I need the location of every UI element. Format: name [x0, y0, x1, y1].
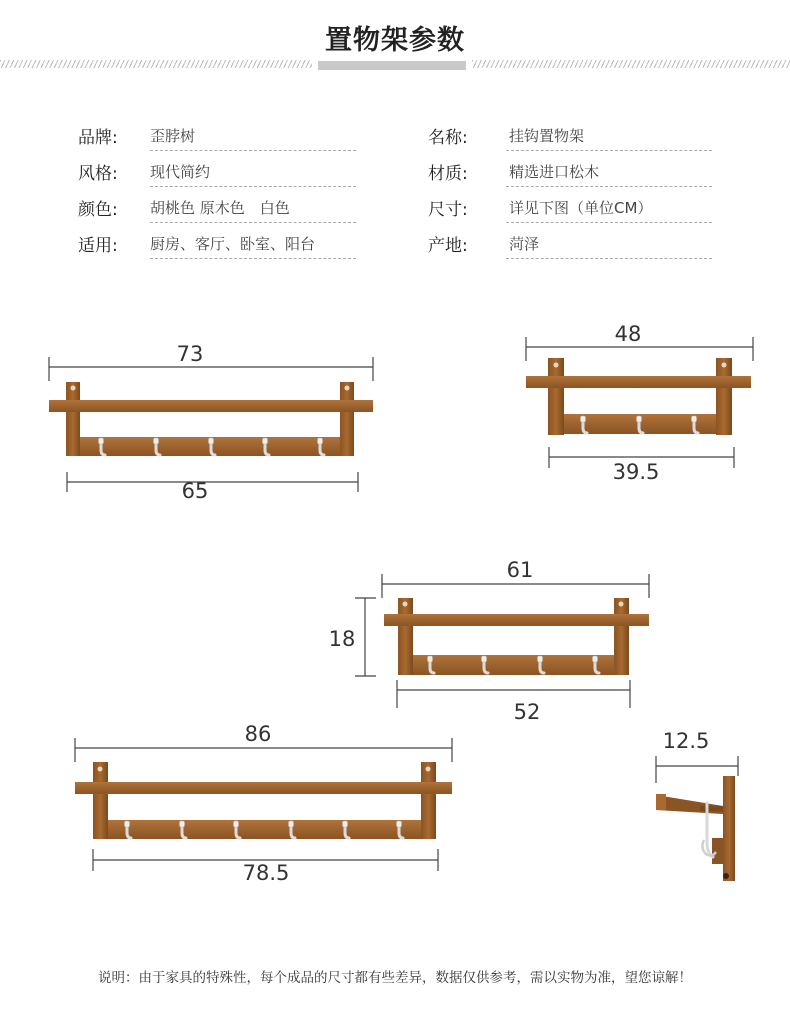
side-view-drawing	[656, 729, 738, 881]
spec-value-origin: 菏泽	[509, 235, 540, 253]
shelf-a-drawing	[49, 342, 373, 503]
spec-value-usage: 厨房、客厅、卧室、阳台	[150, 235, 316, 253]
spec-label-size: 尺寸:	[428, 200, 468, 220]
spec-label-brand: 品牌:	[78, 128, 118, 148]
dim-label-52: 52	[513, 700, 541, 724]
dim-label-78-5: 78.5	[242, 861, 290, 885]
dim-label-65: 65	[181, 479, 209, 503]
shelf-c-drawing	[329, 558, 649, 724]
spec-value-size: 详见下图（单位CM）	[509, 199, 653, 217]
spec-label-origin: 产地:	[428, 236, 468, 256]
spec-value-color: 胡桃色 原木色 白色	[150, 199, 290, 217]
shelf-b-drawing	[526, 322, 753, 484]
dim-label-12-5: 12.5	[662, 729, 710, 753]
spec-value-style: 现代简约	[150, 163, 211, 181]
dim-label-39-5: 39.5	[612, 460, 660, 484]
spec-label-name: 名称:	[428, 128, 468, 148]
spec-label-color: 颜色:	[78, 200, 118, 220]
spec-label-style: 风格:	[78, 164, 118, 184]
spec-value-material: 精选进口松木	[509, 163, 600, 181]
dim-label-61: 61	[506, 558, 534, 582]
dim-label-18: 18	[328, 627, 356, 651]
spec-value-brand: 歪脖树	[150, 127, 196, 145]
page-title: 置物架参数	[325, 25, 465, 56]
spec-value-name: 挂钩置物架	[509, 127, 585, 145]
footnote: 说明：由于家具的特殊性，每个成品的尺寸都有些差异，数据仅供参考，需以实物为准，望您谅解！	[98, 970, 692, 986]
shelf-d-drawing	[75, 722, 452, 885]
dim-label-48: 48	[614, 322, 642, 346]
dim-label-73: 73	[176, 342, 204, 366]
dim-label-86: 86	[244, 722, 272, 746]
spec-label-material: 材质:	[428, 164, 468, 184]
spec-label-usage: 适用:	[78, 236, 118, 256]
